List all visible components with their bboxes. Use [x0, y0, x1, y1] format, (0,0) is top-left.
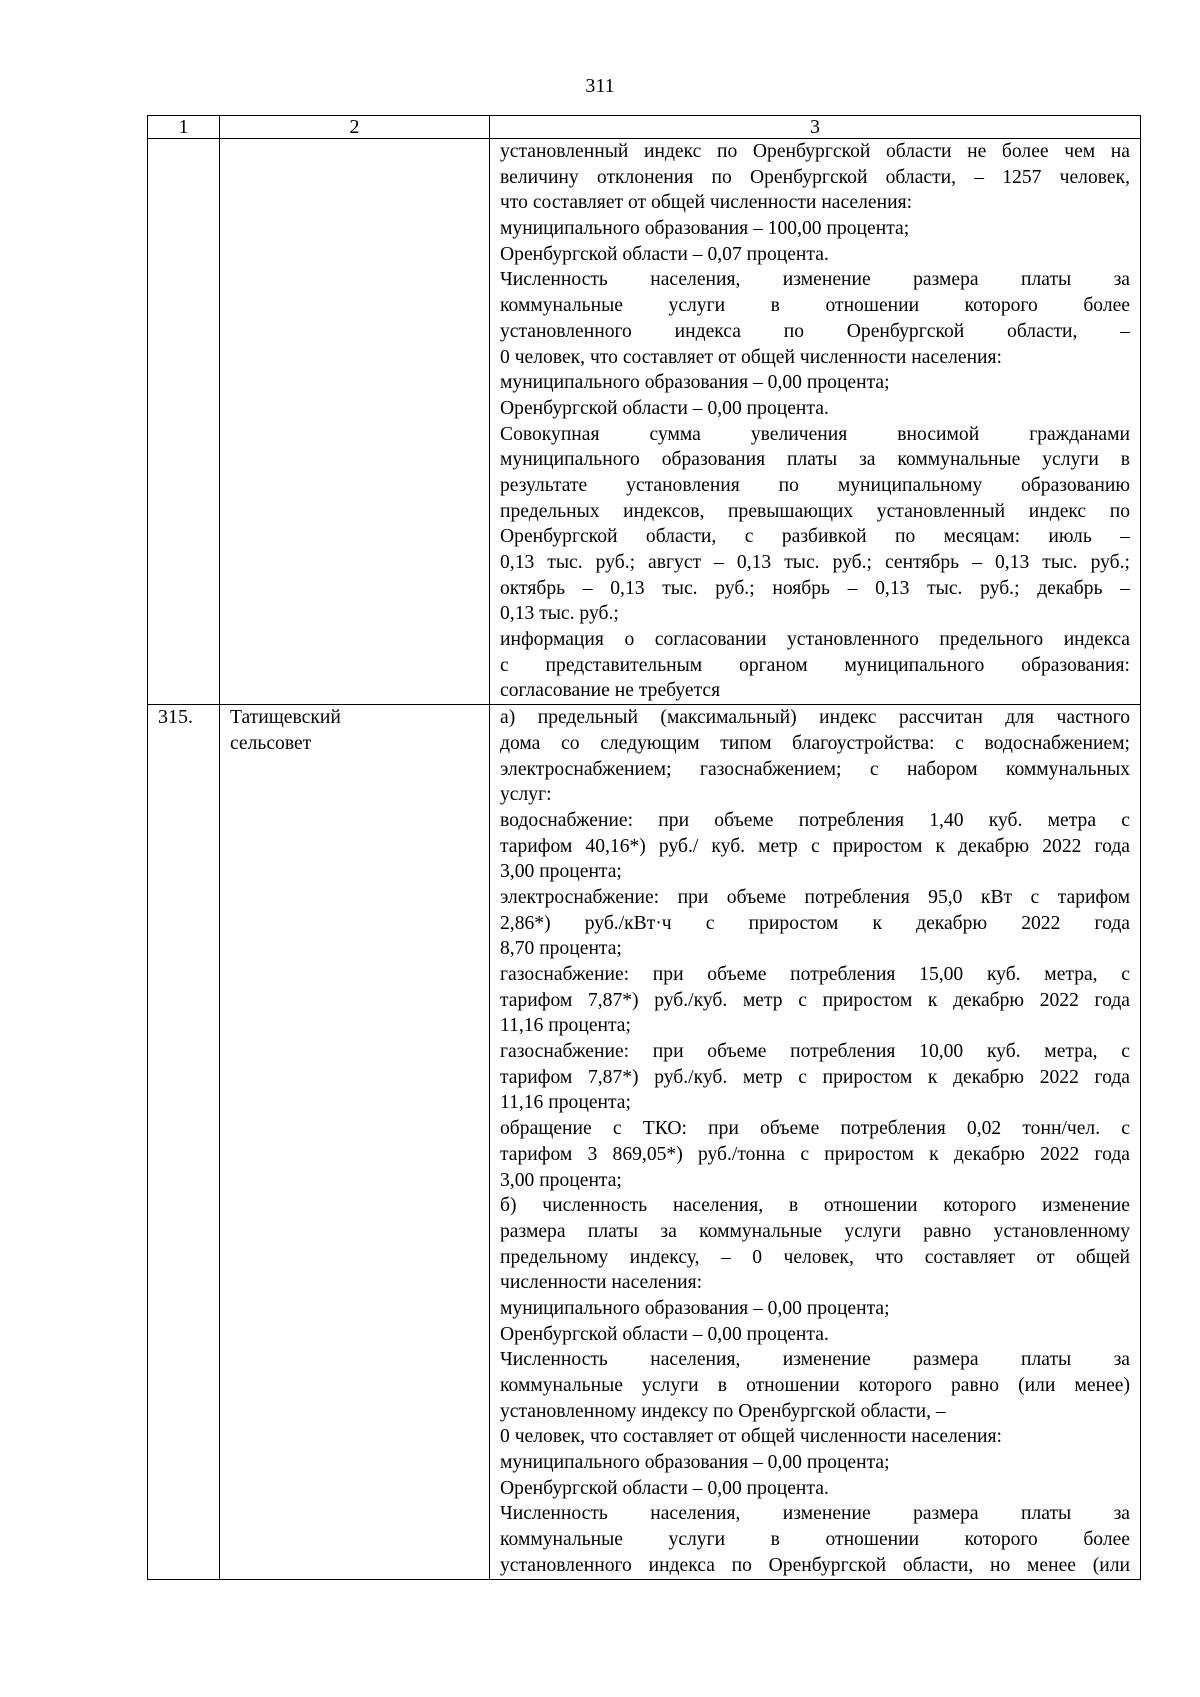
- text-line: размера платы за коммунальные услуги равно установленному: [500, 1220, 1130, 1242]
- text-line: 0 человек, что составляет от общей численности населения:: [500, 346, 1003, 368]
- municipality-name-cell: [220, 705, 490, 1579]
- text-line: численности населения:: [500, 1272, 703, 1294]
- document-table: [147, 115, 1141, 1580]
- text-line: 0 человек, что составляет от общей численности населения:: [500, 1426, 1003, 1448]
- text-line: 11,16 процента;: [500, 1015, 631, 1037]
- description-cell: [490, 139, 1141, 705]
- text-line: коммунальные услуги в отношении которого более: [500, 1529, 1130, 1551]
- page-number: 311: [585, 75, 615, 97]
- text-line: тарифом 7,87*) руб./куб. метр с приростом к декабрю 2022 года: [500, 1066, 1130, 1088]
- text-line: газоснабжение: при объеме потребления 10,00 куб. метра, с: [500, 1041, 1130, 1063]
- text-line: муниципального образования – 0,00 процента;: [500, 1297, 890, 1319]
- text-line: обращение с ТКО: при объеме потребления 0,02 тонн/чел. с: [500, 1118, 1130, 1140]
- column-header-3: 3: [490, 116, 1141, 139]
- text-line: тарифом 7,87*) руб./куб. метр с приростом к декабрю 2022 года: [500, 989, 1130, 1011]
- row-number-cell: [148, 139, 220, 705]
- text-line: 8,70 процента;: [500, 938, 622, 960]
- municipality-name-cell: [220, 139, 490, 705]
- text-line: величину отклонения по Оренбургской области, – 1257 человек,: [500, 166, 1130, 188]
- text-line: Численность населения, изменение размера платы за: [500, 1349, 1130, 1371]
- text-line: Совокупная сумма увеличения вносимой гражданами: [500, 423, 1130, 445]
- text-line: коммунальные услуги в отношении которого равно (или менее): [500, 1375, 1130, 1396]
- text-line: муниципального образования – 0,00 процента;: [500, 1452, 890, 1474]
- text-line: газоснабжение: при объеме потребления 15,00 куб. метра, с: [500, 964, 1130, 985]
- text-line: Оренбургской области – 0,00 процента.: [500, 397, 829, 419]
- text-line: установленный индекс по Оренбургской области не более чем на: [500, 141, 1130, 162]
- column-header-2: 2: [220, 116, 490, 139]
- text-line: 0,13 тыс. руб.; август – 0,13 тыс. руб.; сентябрь – 0,13 тыс. руб.;: [500, 552, 1130, 573]
- text-line: Оренбургской области – 0,00 процента.: [500, 1323, 829, 1345]
- text-line: электроснабжением; газоснабжением; с набором коммунальных: [500, 758, 1130, 780]
- table-row: [148, 139, 1141, 705]
- table-header-row: [148, 116, 1141, 139]
- column-header-1: 1: [148, 116, 220, 139]
- text-line: установленного индекса по Оренбургской области, –: [500, 320, 1130, 342]
- text-line: 11,16 процента;: [500, 1092, 631, 1114]
- text-line: информация о согласовании установленного предельного индекса: [500, 629, 1130, 651]
- text-line: 3,00 процента;: [500, 861, 622, 883]
- text-line: электроснабжение: при объеме потребления 95,0 кВт с тарифом: [500, 886, 1130, 908]
- description-cell: [490, 705, 1141, 1579]
- text-line: Оренбургской области, с разбивкой по месяцам: июль –: [500, 526, 1130, 548]
- text-line: 0,13 тыс. руб.;: [500, 603, 619, 625]
- text-line: услуг:: [500, 784, 552, 806]
- text-line: тарифом 3 869,05*) руб./тонна с приростом к декабрю 2022 года: [500, 1143, 1130, 1165]
- text-line: а) предельный (максимальный) индекс рассчитан для частного: [500, 707, 1130, 729]
- text-line: муниципального образования – 0,00 процента;: [500, 372, 890, 394]
- text-line: установленного индекса по Оренбургской области, но менее (или: [500, 1554, 1130, 1576]
- text-line: 2,86*) руб./кВт·ч с приростом к декабрю 2022 года: [500, 912, 1130, 934]
- text-line: Численность населения, изменение размера платы за: [500, 269, 1130, 291]
- text-line: что составляет от общей численности населения:: [500, 192, 913, 214]
- row-number-cell: 315.: [148, 705, 220, 1579]
- text-line: б) численность населения, в отношении которого изменение: [500, 1195, 1130, 1217]
- text-line: установленному индексу по Оренбургской области, –: [500, 1400, 946, 1422]
- text-line: предельных индексов, превышающих установленный индекс по: [500, 500, 1130, 522]
- text-line: водоснабжение: при объеме потребления 1,40 куб. метра с: [500, 809, 1130, 831]
- municipality-name-line: сельсовет: [230, 732, 312, 754]
- text-line: 3,00 процента;: [500, 1169, 622, 1191]
- text-line: дома со следующим типом благоустройства: с водоснабжением;: [500, 732, 1130, 754]
- text-line: Численность населения, изменение размера платы за: [500, 1503, 1130, 1525]
- text-line: предельному индексу, – 0 человек, что составляет от общей: [500, 1246, 1130, 1268]
- text-line: октябрь – 0,13 тыс. руб.; ноябрь – 0,13 тыс. руб.; декабрь –: [500, 577, 1130, 599]
- text-line: с представительным органом муниципального образования:: [500, 654, 1130, 676]
- text-line: муниципального образования – 100,00 процента;: [500, 218, 910, 240]
- text-line: результате установления по муниципальному образованию: [500, 474, 1130, 496]
- text-line: муниципального образования платы за коммунальные услуги в: [500, 449, 1130, 471]
- text-line: тарифом 40,16*) руб./ куб. метр с приростом к декабрю 2022 года: [500, 835, 1130, 857]
- text-line: согласование не требуется: [500, 680, 721, 702]
- text-line: коммунальные услуги в отношении которого более: [500, 295, 1130, 317]
- text-line: Оренбургской области – 0,00 процента.: [500, 1477, 829, 1499]
- text-line: Оренбургской области – 0,07 процента.: [500, 243, 829, 265]
- municipality-name-line: Татищевский: [230, 707, 341, 729]
- table-row: [148, 705, 1141, 1579]
